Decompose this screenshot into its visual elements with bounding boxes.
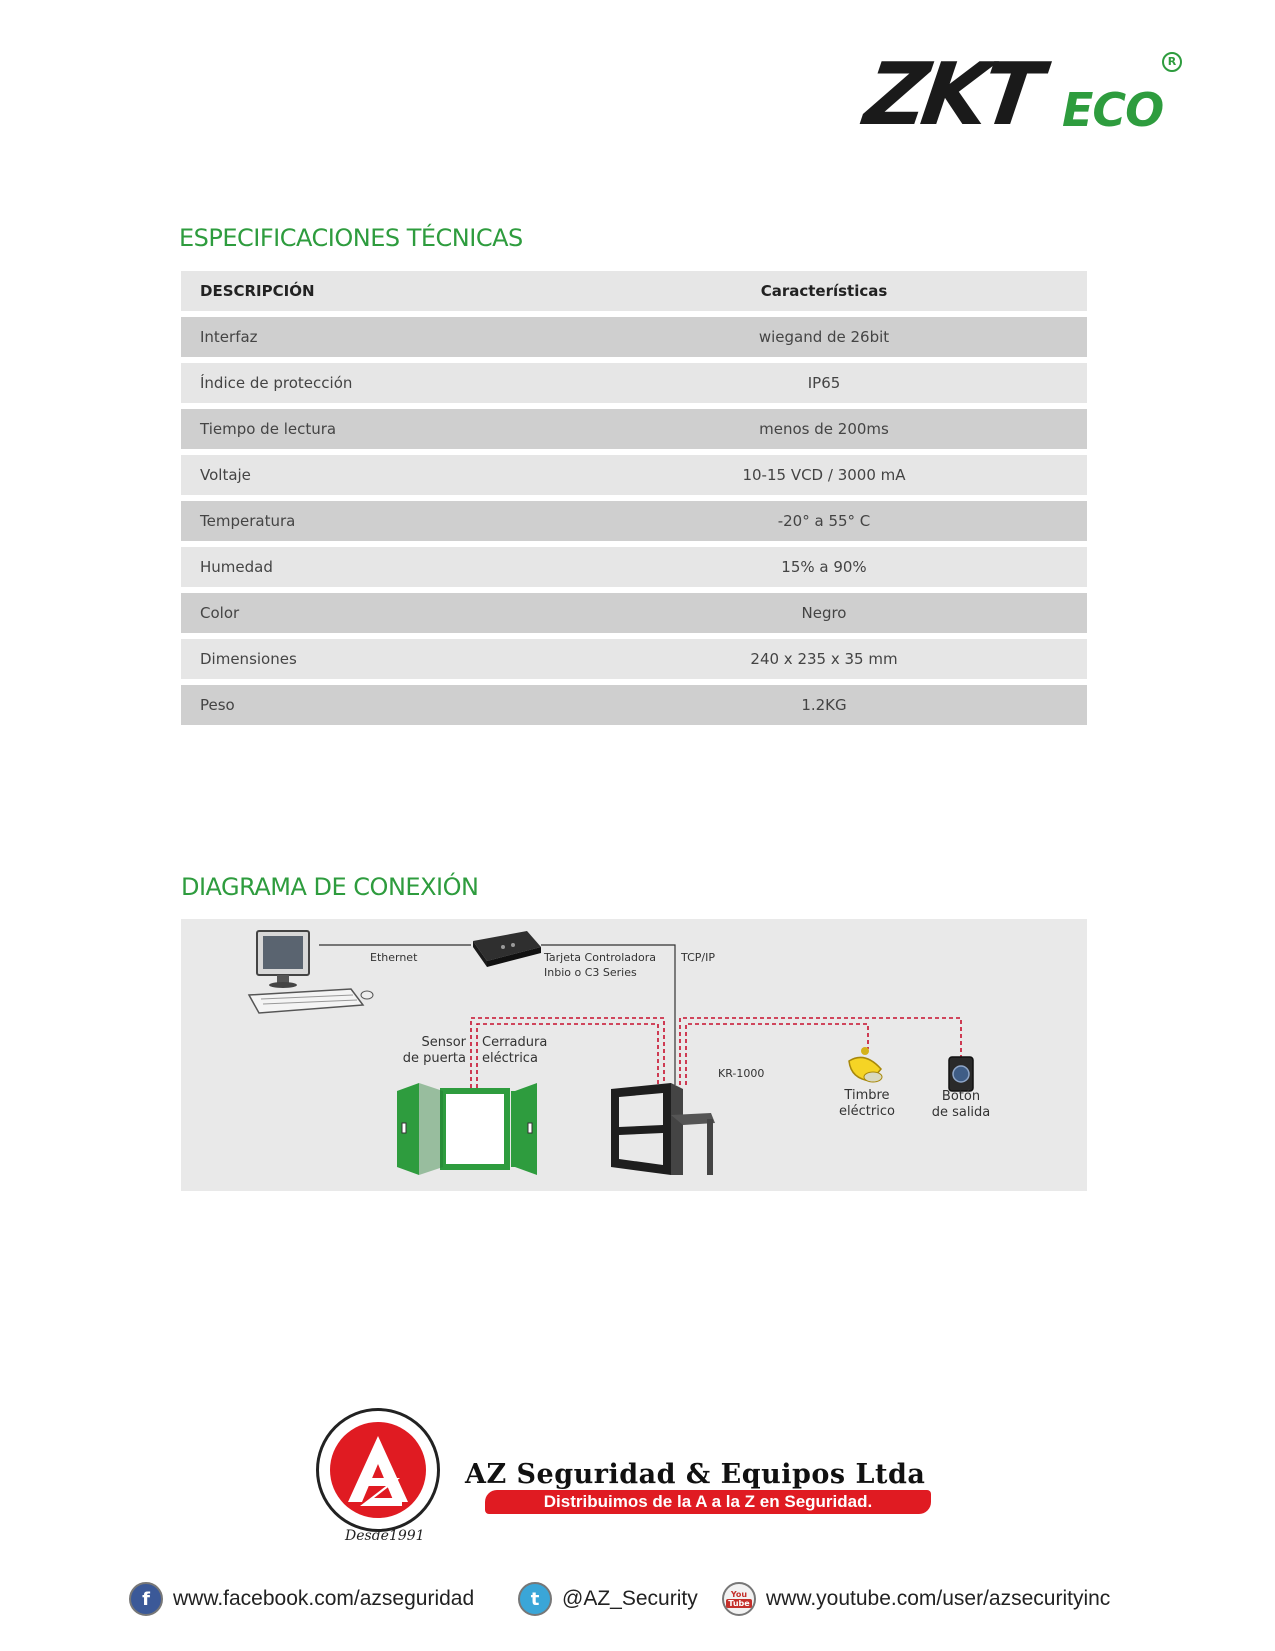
electric-bell-label-line2: eléctrico (839, 1104, 895, 1119)
electric-bell-label-line1: Timbre (844, 1088, 890, 1103)
table-row (181, 685, 1087, 725)
company-tagline: Distribuimos de la A a la Z en Seguridad. (485, 1490, 931, 1514)
spec-value: wiegand de 26bit (758, 328, 890, 346)
door-icon (397, 1083, 537, 1175)
facebook-url: www.facebook.com/azseguridad (173, 1587, 475, 1610)
specs-header-row (181, 271, 1087, 311)
twitter-link[interactable] (518, 1581, 698, 1617)
spec-value: menos de 200ms (759, 420, 889, 438)
brand-logo (858, 45, 1186, 145)
exit-button-label-line1: Botón (941, 1089, 981, 1104)
ethernet-label: Ethernet (370, 951, 418, 964)
reader-device-icon (611, 1083, 715, 1175)
table-row (181, 317, 1087, 357)
spec-value: 10-15 VCD / 3000 mA (742, 466, 906, 484)
computer-icon (249, 931, 373, 1013)
table-row (181, 547, 1087, 587)
spec-label: Interfaz (200, 328, 258, 346)
company-logo-emblem (330, 1422, 426, 1518)
bell-icon (849, 1047, 882, 1082)
electric-bell-label (831, 1088, 903, 1120)
controller-label-line2: Inbio o C3 Series (544, 966, 637, 979)
electric-lock-label-line1: Cerradura (482, 1035, 548, 1050)
twitter-handle: @AZ_Security (562, 1587, 698, 1610)
spec-label: Humedad (200, 558, 273, 576)
spec-value: IP65 (807, 374, 841, 392)
spec-value: Negro (801, 604, 847, 622)
spec-value: 1.2KG (801, 696, 847, 714)
company-since: Desde1991 (345, 1528, 425, 1544)
spec-label: Voltaje (200, 466, 251, 484)
youtube-icon-tube: Tube (728, 1599, 750, 1608)
table-row (181, 501, 1087, 541)
az-monogram-icon (330, 1422, 426, 1518)
twitter-icon: t (518, 1582, 552, 1616)
specs-table (181, 271, 1087, 731)
electric-lock-label (482, 1035, 547, 1067)
spec-value: 15% a 90% (781, 558, 867, 576)
table-row (181, 409, 1087, 449)
controller-label (544, 950, 656, 980)
diagram-title: DIAGRAMA DE CONEXIÓN (181, 873, 479, 901)
table-row (181, 363, 1087, 403)
door-sensor-label (396, 1035, 466, 1067)
table-row (181, 639, 1087, 679)
exit-button-label-line2: de salida (931, 1105, 991, 1120)
door-sensor-label-line2: de puerta (402, 1051, 466, 1066)
spec-value: 240 x 235 x 35 mm (750, 650, 898, 668)
specs-header-description: DESCRIPCIÓN (200, 282, 315, 300)
door-sensor-label-line1: Sensor (421, 1035, 466, 1050)
company-name: AZ Seguridad & Equipos Ltda (465, 1459, 926, 1490)
company-logo (316, 1408, 440, 1532)
table-row (181, 455, 1087, 495)
controller-label-line1: Tarjeta Controladora (544, 951, 657, 964)
spec-label: Tiempo de lectura (200, 420, 337, 438)
specs-title: ESPECIFICACIONES TÉCNICAS (179, 224, 523, 252)
table-row (181, 593, 1087, 633)
spec-label: Color (200, 604, 240, 622)
facebook-icon: f (129, 1582, 163, 1616)
youtube-icon-you: You (730, 1590, 748, 1599)
spec-label: Peso (200, 696, 235, 714)
registered-mark: R (1162, 52, 1182, 72)
spec-label: Temperatura (200, 512, 296, 530)
exit-button-label (925, 1089, 997, 1121)
tcpip-label: TCP/IP (681, 951, 715, 964)
brand-name: ZKT (858, 45, 1043, 145)
spec-label: Índice de protección (200, 374, 353, 392)
electric-lock-label-line2: eléctrica (482, 1051, 538, 1066)
connection-diagram (181, 919, 1087, 1191)
exit-button-icon (949, 1057, 973, 1091)
spec-label: Dimensiones (200, 650, 297, 668)
spec-value: -20° a 55° C (777, 512, 871, 530)
controller-icon (473, 931, 541, 967)
reader-label: KR-1000 (718, 1067, 765, 1080)
youtube-icon (722, 1582, 756, 1616)
brand-suffix: ECO (1062, 83, 1164, 137)
specs-header-characteristics: Características (760, 282, 888, 300)
youtube-link[interactable] (722, 1581, 1110, 1617)
youtube-url: www.youtube.com/user/azsecurityinc (766, 1587, 1111, 1610)
facebook-link[interactable] (129, 1581, 474, 1617)
